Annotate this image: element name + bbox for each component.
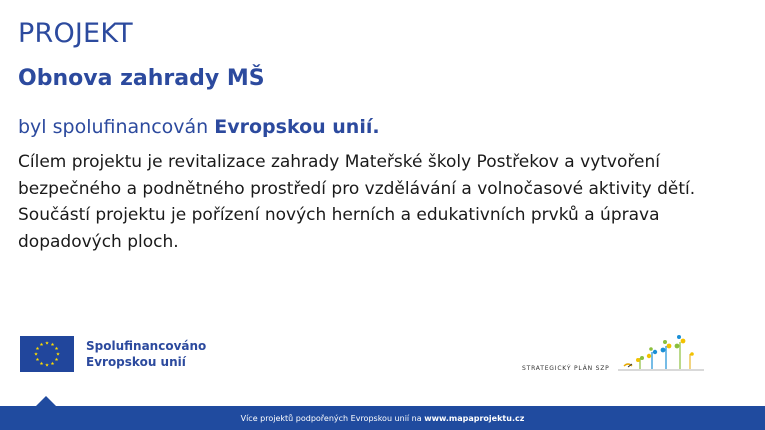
footer-bar bbox=[0, 406, 765, 430]
eu-star-icon bbox=[56, 352, 60, 355]
eu-cofinancing-logo bbox=[20, 336, 206, 372]
page-heading: PROJEKT bbox=[18, 18, 133, 49]
szp-logo-label: STRATEGICKÝ PLÁN SZP bbox=[522, 365, 610, 372]
cofinancing-statement bbox=[18, 116, 380, 138]
eu-star-icon bbox=[51, 362, 55, 365]
eu-star-icon bbox=[36, 347, 40, 350]
project-name: Obnova zahrady MŠ bbox=[18, 66, 265, 91]
szp-logo bbox=[522, 334, 706, 374]
eu-logo-line1: Spolufinancováno bbox=[86, 339, 207, 353]
cofinancing-prefix: byl spolufinancován bbox=[18, 116, 215, 138]
eu-logo-text bbox=[86, 338, 206, 370]
eu-star-icon bbox=[45, 341, 49, 344]
eu-star-icon bbox=[51, 343, 55, 346]
footer-link[interactable]: www.mapaprojektu.cz bbox=[424, 413, 525, 423]
eu-star-icon bbox=[55, 347, 59, 350]
eu-star-icon bbox=[36, 358, 40, 361]
eu-flag-icon bbox=[20, 336, 74, 372]
eu-star-icon bbox=[34, 352, 38, 355]
eu-stars bbox=[20, 336, 74, 372]
eu-star-icon bbox=[40, 362, 44, 365]
project-description: Cílem projektu je revitalizace zahrady Mateřské školy Postřekov a vytvoření bezpečného a podnětného prostředí pro vzdělávání a volnočasové aktivity dětí. Součástí projektu je pořízení nových herních a edukativních prvků a úprava dopadových ploch. bbox=[18, 152, 696, 252]
eu-star-icon bbox=[55, 358, 59, 361]
footer-text: Více projektů podpořených Evropskou unií na bbox=[240, 413, 422, 423]
eu-star-icon bbox=[45, 363, 49, 366]
eu-star-icon bbox=[40, 343, 44, 346]
cofinancing-source: Evropskou unií. bbox=[214, 116, 380, 138]
eu-logo-line2: Evropskou unií bbox=[86, 355, 186, 369]
szp-plants-icon bbox=[616, 334, 706, 374]
